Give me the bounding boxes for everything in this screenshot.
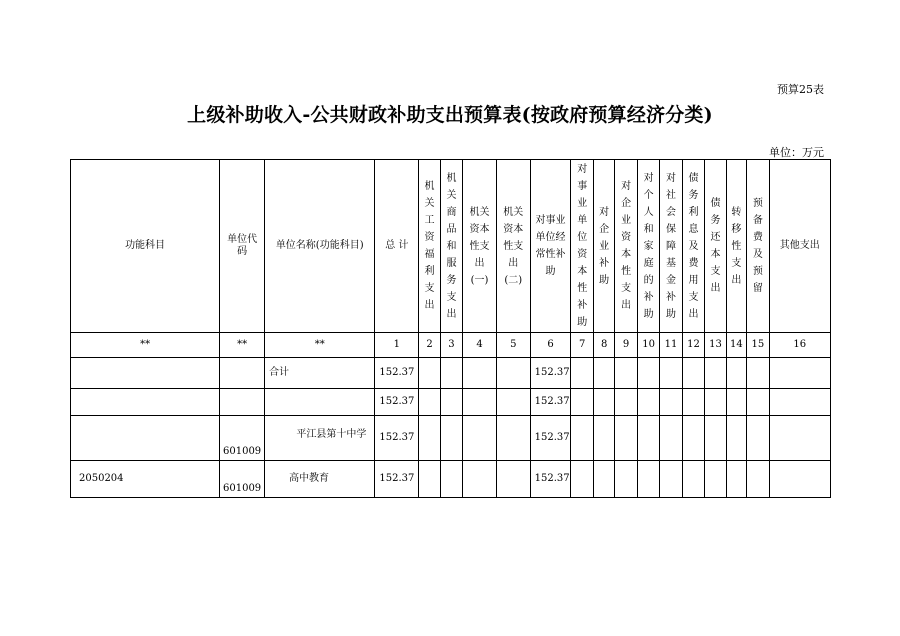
header-cell: 对社会保障基金补助 bbox=[660, 160, 682, 333]
index-cell: 7 bbox=[571, 333, 593, 358]
header-cell: 债务还本支出 bbox=[705, 160, 726, 333]
table-number: 预算25表 bbox=[777, 83, 824, 96]
header-cell: 功能科目 bbox=[71, 160, 220, 333]
index-cell: 13 bbox=[705, 333, 726, 358]
unit-label: 单位：万元 bbox=[769, 146, 824, 159]
table-row bbox=[71, 416, 831, 461]
index-cell: 15 bbox=[747, 333, 769, 358]
table-row bbox=[71, 389, 831, 416]
index-cell: 9 bbox=[615, 333, 637, 358]
header-cell: 对个人和家庭的补助 bbox=[637, 160, 659, 333]
func-code-cell bbox=[71, 389, 220, 416]
index-cell: 16 bbox=[769, 333, 830, 358]
header-cell: 总 计 bbox=[375, 160, 419, 333]
total-cell: 152.37 bbox=[375, 358, 419, 389]
page-title: 上级补助收入-公共财政补助支出预算表(按政府预算经济分类) bbox=[187, 104, 713, 126]
index-cell: 3 bbox=[440, 333, 462, 358]
header-cell: 对事业单位资本性补助 bbox=[571, 160, 593, 333]
header-cell: 单位名称(功能科目) bbox=[265, 160, 375, 333]
header-cell: 机关资本性支出(二) bbox=[496, 160, 530, 333]
header-cell: 机关商品和服务支出 bbox=[440, 160, 462, 333]
header-cell: 其他支出 bbox=[769, 160, 830, 333]
index-cell: ** bbox=[71, 333, 220, 358]
index-cell: ** bbox=[220, 333, 265, 358]
header-cell: 对事业单位经常性补助 bbox=[530, 160, 571, 333]
budget-table bbox=[70, 159, 831, 498]
func-code-cell bbox=[71, 358, 220, 389]
index-row bbox=[71, 333, 831, 358]
public-institution-subsidy-cell: 152.37 bbox=[530, 389, 571, 416]
header-cell: 债务利息及费用支出 bbox=[682, 160, 704, 333]
unit-code-cell: 601009 bbox=[220, 416, 265, 461]
public-institution-subsidy-cell: 152.37 bbox=[530, 416, 571, 461]
index-cell: 4 bbox=[463, 333, 497, 358]
func-code-cell: 2050204 bbox=[71, 461, 220, 498]
header-cell: 机关工资福利支出 bbox=[419, 160, 440, 333]
table-row bbox=[71, 358, 831, 389]
header-cell: 转移性支出 bbox=[726, 160, 746, 333]
unit-name-cell bbox=[265, 389, 375, 416]
index-cell: 8 bbox=[593, 333, 614, 358]
total-cell: 152.37 bbox=[375, 461, 419, 498]
unit-code-cell bbox=[220, 358, 265, 389]
total-cell: 152.37 bbox=[375, 389, 419, 416]
index-cell: ** bbox=[265, 333, 375, 358]
public-institution-subsidy-cell: 152.37 bbox=[530, 358, 571, 389]
header-row bbox=[71, 160, 831, 333]
public-institution-subsidy-cell: 152.37 bbox=[530, 461, 571, 498]
index-cell: 2 bbox=[419, 333, 440, 358]
unit-name-cell: 高中教育 bbox=[265, 461, 375, 498]
header-cell: 机关资本性支出(一) bbox=[463, 160, 497, 333]
total-cell: 152.37 bbox=[375, 416, 419, 461]
index-cell: 1 bbox=[375, 333, 419, 358]
index-cell: 10 bbox=[637, 333, 659, 358]
index-cell: 6 bbox=[530, 333, 571, 358]
unit-code-cell: 601009 bbox=[220, 461, 265, 498]
index-cell: 14 bbox=[726, 333, 746, 358]
index-cell: 12 bbox=[682, 333, 704, 358]
header-cell: 对企业资本性支出 bbox=[615, 160, 637, 333]
header-cell: 单位代码 bbox=[220, 160, 265, 333]
index-cell: 5 bbox=[496, 333, 530, 358]
index-cell: 11 bbox=[660, 333, 682, 358]
header-cell: 对企业补助 bbox=[593, 160, 614, 333]
unit-code-cell bbox=[220, 389, 265, 416]
unit-name-cell: 合计 bbox=[265, 358, 375, 389]
table-row bbox=[71, 461, 831, 498]
unit-name-cell: 平江县第十中学 bbox=[265, 416, 375, 461]
func-code-cell bbox=[71, 416, 220, 461]
header-cell: 预备费及预留 bbox=[747, 160, 769, 333]
